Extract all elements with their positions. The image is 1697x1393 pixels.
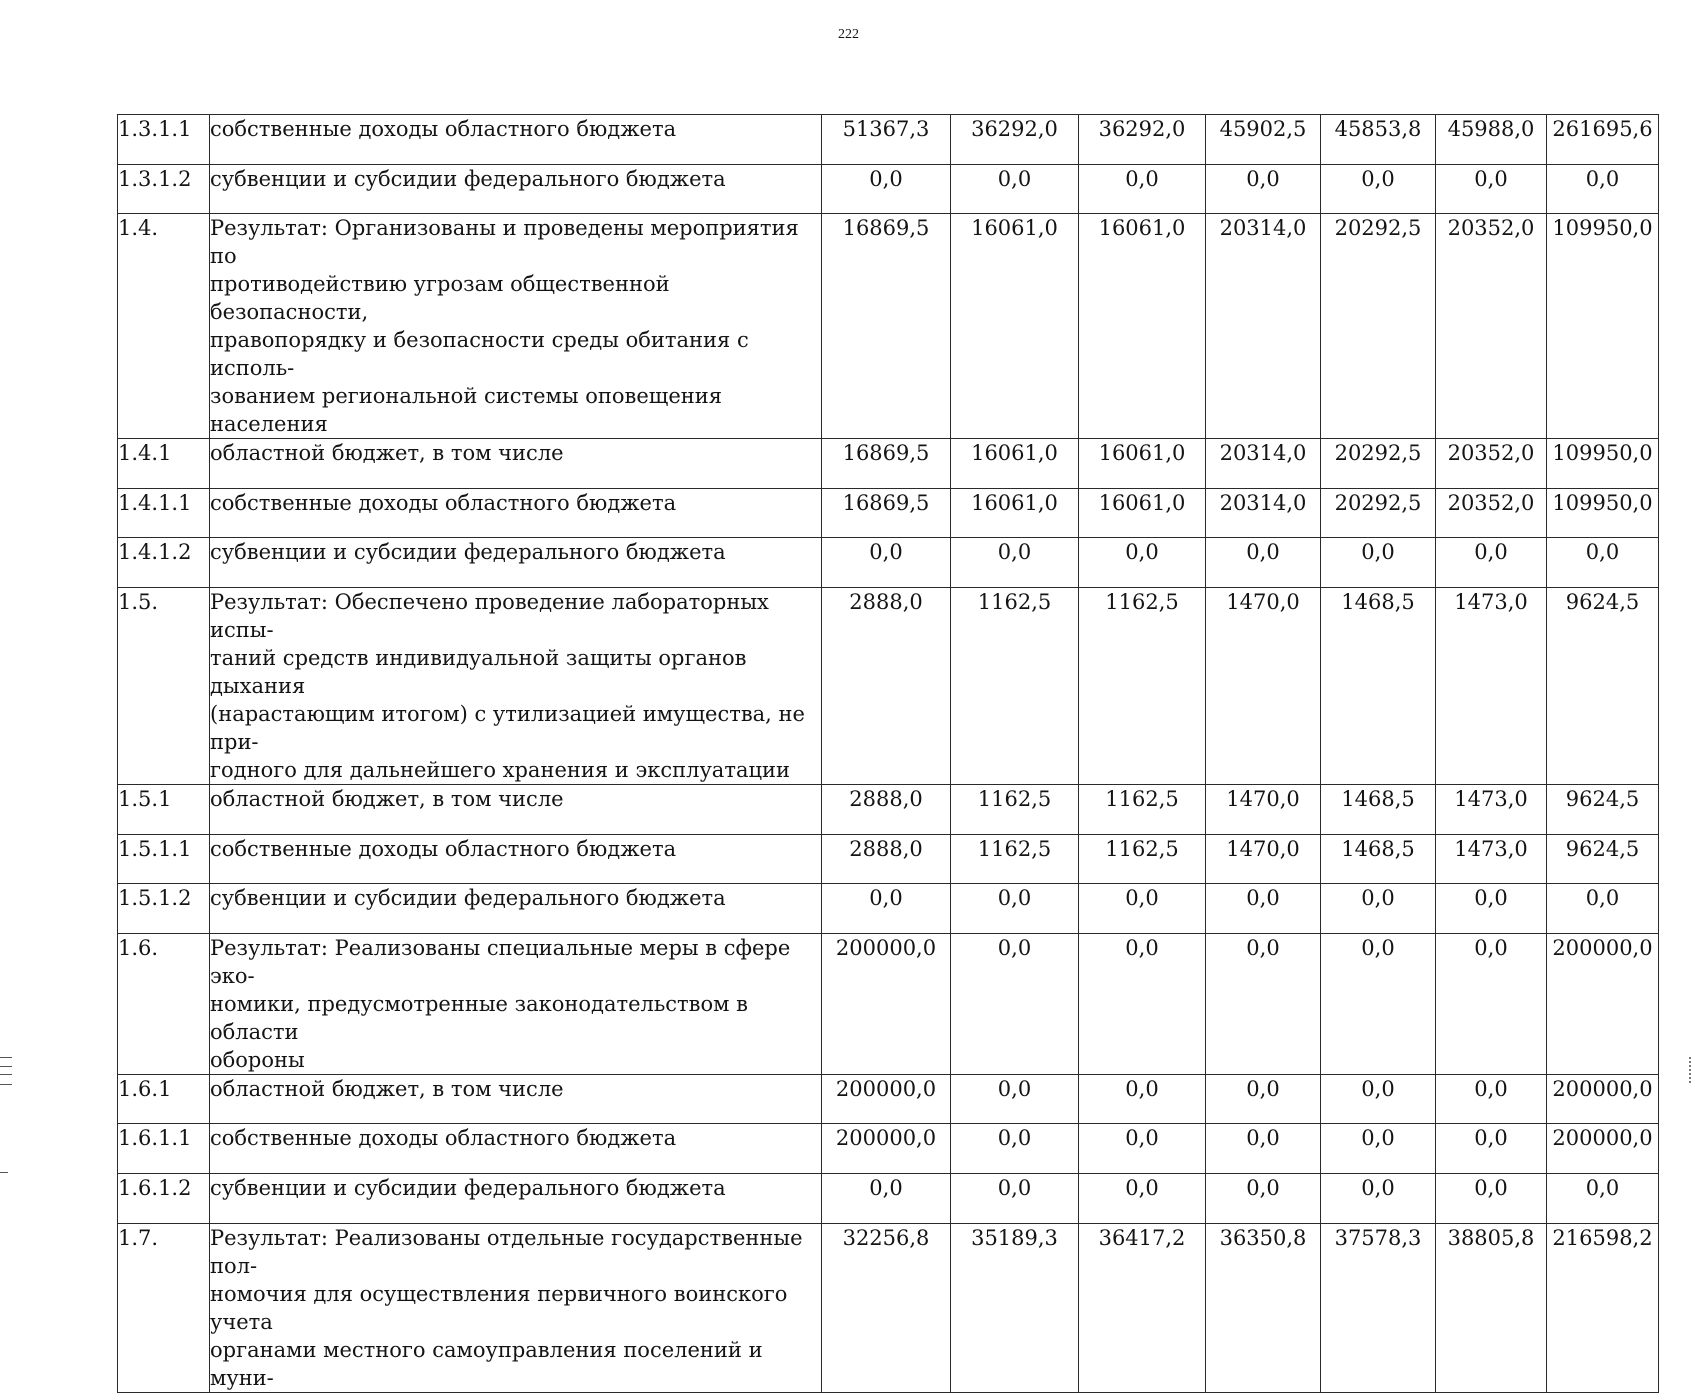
row-value: 0,0 bbox=[1321, 165, 1436, 214]
row-value: 16869,5 bbox=[822, 439, 951, 489]
row-value: 37578,3 bbox=[1321, 1224, 1436, 1393]
row-value: 0,0 bbox=[951, 1075, 1079, 1124]
row-value: 1162,5 bbox=[1079, 588, 1206, 785]
row-description: Результат: Реализованы специальные меры в сфере эко- номики, предусмотренные законодательством в области обороны bbox=[210, 936, 791, 1072]
row-value: 0,0 bbox=[1321, 934, 1436, 1075]
table-row bbox=[118, 214, 1659, 439]
table-row bbox=[118, 1224, 1659, 1393]
row-value: 200000,0 bbox=[822, 934, 951, 1075]
row-value: 0,0 bbox=[1321, 538, 1436, 588]
row-value: 0,0 bbox=[1321, 1174, 1436, 1224]
table-row bbox=[118, 1075, 1659, 1124]
row-value: 45988,0 bbox=[1436, 115, 1547, 165]
row-value: 1470,0 bbox=[1206, 588, 1321, 785]
table-row bbox=[118, 165, 1659, 214]
row-value: 0,0 bbox=[1206, 165, 1321, 214]
row-description-cell bbox=[210, 489, 822, 538]
row-value: 200000,0 bbox=[1547, 1124, 1659, 1174]
row-value: 0,0 bbox=[1547, 538, 1659, 588]
row-value: 1162,5 bbox=[1079, 785, 1206, 835]
row-value: 0,0 bbox=[1547, 1174, 1659, 1224]
row-value: 0,0 bbox=[1079, 1124, 1206, 1174]
row-value: 0,0 bbox=[1436, 1124, 1547, 1174]
row-code: 1.5.1 bbox=[118, 785, 210, 835]
row-value: 2888,0 bbox=[822, 785, 951, 835]
row-description-cell bbox=[210, 1124, 822, 1174]
row-description: областной бюджет, в том числе bbox=[210, 441, 564, 465]
row-code: 1.6.1.1 bbox=[118, 1124, 210, 1174]
row-value: 0,0 bbox=[1079, 934, 1206, 1075]
row-description-cell bbox=[210, 884, 822, 934]
row-description-cell bbox=[210, 934, 822, 1075]
table-row bbox=[118, 588, 1659, 785]
row-description-cell bbox=[210, 214, 822, 439]
row-value: 20352,0 bbox=[1436, 214, 1547, 439]
row-description: субвенции и субсидии федерального бюджета bbox=[210, 167, 726, 191]
row-value: 9624,5 bbox=[1547, 785, 1659, 835]
row-code: 1.5. bbox=[118, 588, 210, 785]
row-value: 1162,5 bbox=[951, 588, 1079, 785]
table-row bbox=[118, 785, 1659, 835]
row-value: 0,0 bbox=[951, 1124, 1079, 1174]
row-description-cell bbox=[210, 785, 822, 835]
row-description: субвенции и субсидии федерального бюджета bbox=[210, 886, 726, 910]
row-value: 16061,0 bbox=[951, 489, 1079, 538]
row-value: 38805,8 bbox=[1436, 1224, 1547, 1393]
row-value: 45853,8 bbox=[1321, 115, 1436, 165]
row-value: 0,0 bbox=[1206, 1124, 1321, 1174]
row-value: 109950,0 bbox=[1547, 439, 1659, 489]
table-row bbox=[118, 934, 1659, 1075]
row-value: 0,0 bbox=[1547, 884, 1659, 934]
table-row bbox=[118, 115, 1659, 165]
row-value: 20292,5 bbox=[1321, 439, 1436, 489]
row-value: 0,0 bbox=[1206, 538, 1321, 588]
row-value: 109950,0 bbox=[1547, 214, 1659, 439]
row-value: 0,0 bbox=[951, 884, 1079, 934]
row-value: 0,0 bbox=[1206, 884, 1321, 934]
row-value: 0,0 bbox=[1436, 884, 1547, 934]
row-value: 261695,6 bbox=[1547, 115, 1659, 165]
row-value: 0,0 bbox=[1206, 934, 1321, 1075]
row-value: 20292,5 bbox=[1321, 214, 1436, 439]
row-description-cell bbox=[210, 165, 822, 214]
row-value: 0,0 bbox=[1206, 1075, 1321, 1124]
row-description: субвенции и субсидии федерального бюджета bbox=[210, 1176, 726, 1200]
row-value: 0,0 bbox=[1436, 1174, 1547, 1224]
row-description: областной бюджет, в том числе bbox=[210, 1077, 564, 1101]
budget-table bbox=[117, 114, 1659, 1393]
row-value: 1473,0 bbox=[1436, 588, 1547, 785]
row-code: 1.5.1.1 bbox=[118, 835, 210, 884]
table-row bbox=[118, 489, 1659, 538]
margin-tick-bottom bbox=[0, 1172, 8, 1173]
table-row bbox=[118, 538, 1659, 588]
row-description-cell bbox=[210, 588, 822, 785]
table-row bbox=[118, 1174, 1659, 1224]
row-value: 16061,0 bbox=[951, 439, 1079, 489]
row-code: 1.4.1 bbox=[118, 439, 210, 489]
row-value: 1468,5 bbox=[1321, 588, 1436, 785]
row-value: 0,0 bbox=[1079, 1075, 1206, 1124]
row-value: 20314,0 bbox=[1206, 214, 1321, 439]
row-value: 1162,5 bbox=[1079, 835, 1206, 884]
row-value: 36292,0 bbox=[1079, 115, 1206, 165]
row-description-cell bbox=[210, 1075, 822, 1124]
row-code: 1.3.1.2 bbox=[118, 165, 210, 214]
row-value: 36350,8 bbox=[1206, 1224, 1321, 1393]
row-value: 0,0 bbox=[951, 538, 1079, 588]
row-code: 1.6. bbox=[118, 934, 210, 1075]
row-value: 16061,0 bbox=[951, 214, 1079, 439]
row-description: собственные доходы областного бюджета bbox=[210, 491, 677, 515]
row-value: 2888,0 bbox=[822, 835, 951, 884]
row-value: 109950,0 bbox=[1547, 489, 1659, 538]
row-description-cell bbox=[210, 1174, 822, 1224]
row-code: 1.4. bbox=[118, 214, 210, 439]
row-value: 0,0 bbox=[1321, 1124, 1436, 1174]
row-value: 1468,5 bbox=[1321, 785, 1436, 835]
row-value: 9624,5 bbox=[1547, 835, 1659, 884]
margin-mark-right bbox=[1689, 1057, 1697, 1083]
row-code: 1.5.1.2 bbox=[118, 884, 210, 934]
row-value: 0,0 bbox=[951, 934, 1079, 1075]
row-value: 20292,5 bbox=[1321, 489, 1436, 538]
row-value: 1473,0 bbox=[1436, 835, 1547, 884]
row-value: 36292,0 bbox=[951, 115, 1079, 165]
row-value: 1470,0 bbox=[1206, 835, 1321, 884]
row-value: 16061,0 bbox=[1079, 489, 1206, 538]
row-value: 16869,5 bbox=[822, 489, 951, 538]
row-value: 0,0 bbox=[1321, 884, 1436, 934]
row-value: 200000,0 bbox=[1547, 1075, 1659, 1124]
row-description-cell bbox=[210, 439, 822, 489]
row-description: собственные доходы областного бюджета bbox=[210, 837, 677, 861]
row-value: 45902,5 bbox=[1206, 115, 1321, 165]
row-description: субвенции и субсидии федерального бюджета bbox=[210, 540, 726, 564]
row-code: 1.3.1.1 bbox=[118, 115, 210, 165]
row-value: 200000,0 bbox=[1547, 934, 1659, 1075]
row-value: 1162,5 bbox=[951, 835, 1079, 884]
row-value: 1473,0 bbox=[1436, 785, 1547, 835]
row-code: 1.6.1 bbox=[118, 1075, 210, 1124]
row-value: 20352,0 bbox=[1436, 489, 1547, 538]
table-row bbox=[118, 835, 1659, 884]
row-value: 20314,0 bbox=[1206, 489, 1321, 538]
row-value: 9624,5 bbox=[1547, 588, 1659, 785]
table-row bbox=[118, 1124, 1659, 1174]
row-code: 1.7. bbox=[118, 1224, 210, 1393]
row-value: 1470,0 bbox=[1206, 785, 1321, 835]
row-description: Результат: Реализованы отдельные государственные пол- номочия для осуществления первичного воинского учета органами местного самоуправления поселений и муни- bbox=[210, 1226, 803, 1390]
row-description: Результат: Обеспечено проведение лабораторных испы- таний средств индивидуальной защиты органов дыхания (нарастающим итогом) с утилизацией имущества, не при- годного для дальнейшего хранения и эксплуатации bbox=[210, 590, 805, 782]
row-value: 35189,3 bbox=[951, 1224, 1079, 1393]
row-description: Результат: Организованы и проведены мероприятия по противодействию угрозам общественной безопасности, правопорядку и безопасности среды обитания с исполь- зованием региональной системы оповещения населения bbox=[210, 216, 799, 436]
row-code: 1.4.1.1 bbox=[118, 489, 210, 538]
row-value: 0,0 bbox=[1436, 1075, 1547, 1124]
row-description-cell bbox=[210, 538, 822, 588]
page-number: 222 bbox=[838, 27, 859, 42]
row-value: 2888,0 bbox=[822, 588, 951, 785]
row-value: 0,0 bbox=[822, 538, 951, 588]
row-value: 20314,0 bbox=[1206, 439, 1321, 489]
row-value: 20352,0 bbox=[1436, 439, 1547, 489]
row-description-cell bbox=[210, 115, 822, 165]
row-value: 51367,3 bbox=[822, 115, 951, 165]
row-value: 0,0 bbox=[951, 165, 1079, 214]
row-value: 0,0 bbox=[1321, 1075, 1436, 1124]
row-value: 0,0 bbox=[1206, 1174, 1321, 1224]
row-description: собственные доходы областного бюджета bbox=[210, 1126, 677, 1150]
row-description: собственные доходы областного бюджета bbox=[210, 117, 677, 141]
row-value: 0,0 bbox=[822, 1174, 951, 1224]
row-value: 16869,5 bbox=[822, 214, 951, 439]
table-row bbox=[118, 884, 1659, 934]
row-value: 0,0 bbox=[1547, 165, 1659, 214]
row-description-cell bbox=[210, 1224, 822, 1393]
row-value: 0,0 bbox=[951, 1174, 1079, 1224]
row-value: 200000,0 bbox=[822, 1075, 951, 1124]
row-value: 0,0 bbox=[1079, 1174, 1206, 1224]
row-value: 1162,5 bbox=[951, 785, 1079, 835]
table-row bbox=[118, 439, 1659, 489]
row-value: 0,0 bbox=[1079, 884, 1206, 934]
row-value: 0,0 bbox=[1436, 934, 1547, 1075]
row-code: 1.4.1.2 bbox=[118, 538, 210, 588]
row-value: 0,0 bbox=[1079, 538, 1206, 588]
row-description: областной бюджет, в том числе bbox=[210, 787, 564, 811]
row-value: 36417,2 bbox=[1079, 1224, 1206, 1393]
row-value: 0,0 bbox=[822, 884, 951, 934]
row-code: 1.6.1.2 bbox=[118, 1174, 210, 1224]
row-value: 0,0 bbox=[1436, 538, 1547, 588]
row-description-cell bbox=[210, 835, 822, 884]
margin-mark-left bbox=[0, 1057, 12, 1085]
row-value: 16061,0 bbox=[1079, 214, 1206, 439]
row-value: 0,0 bbox=[1436, 165, 1547, 214]
row-value: 0,0 bbox=[1079, 165, 1206, 214]
row-value: 200000,0 bbox=[822, 1124, 951, 1174]
row-value: 16061,0 bbox=[1079, 439, 1206, 489]
row-value: 0,0 bbox=[822, 165, 951, 214]
row-value: 1468,5 bbox=[1321, 835, 1436, 884]
row-value: 216598,2 bbox=[1547, 1224, 1659, 1393]
row-value: 32256,8 bbox=[822, 1224, 951, 1393]
